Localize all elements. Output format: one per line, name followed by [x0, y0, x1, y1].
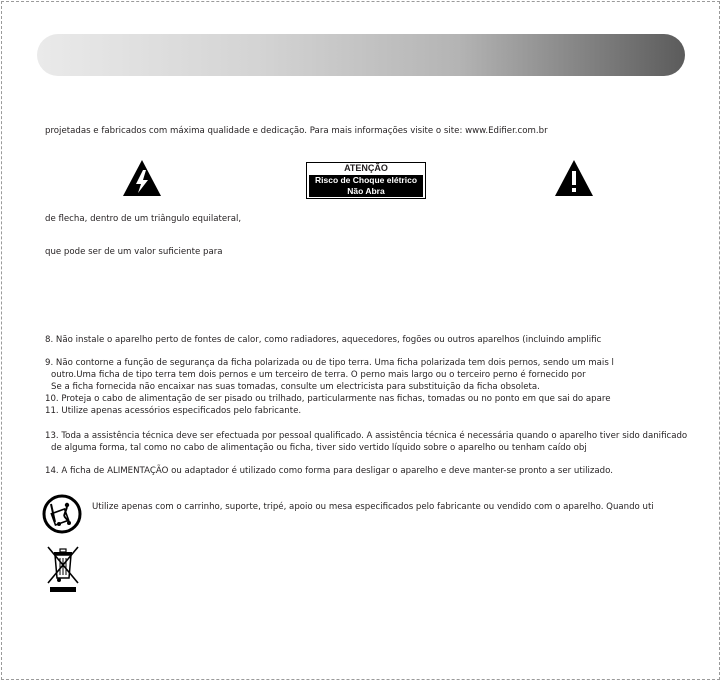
cart-warning-icon: [42, 494, 82, 534]
warning-line-2: Não Abra: [347, 185, 385, 196]
warning-body: [309, 175, 423, 197]
electric-shock-warning-icon: [122, 159, 162, 197]
instruction-14: 14. A ficha de ALIMENTAÇÃO ou adaptador é utilizado como forma para desligar o aparelho e deve manter-se pronto a ser utilizado.: [45, 466, 613, 476]
warning-title: ATENÇÃO: [344, 163, 388, 173]
instruction-8: 8. Não instale o aparelho perto de fontes de calor, como radiadores, aquecedores, fogões ou outros aparelhos (incluindo amplific: [45, 335, 602, 345]
instruction-9-line-1: 9. Não contorne a função de segurança da ficha polarizada ou de tipo terra. Uma ficha polarizada tem dois pernos, sendo um mais l: [45, 358, 614, 368]
instruction-9-line-3: Se a ficha fornecida não encaixar nas suas tomadas, consulte um electricista para substituição da ficha obsoleta.: [51, 382, 540, 392]
instruction-10: 10. Proteja o cabo de alimentação de ser pisado ou trilhado, particularmente nas fichas, tomadas ou no ponto em que sai do apare: [45, 394, 611, 404]
intro-text: projetadas e fabricados com máxima qualidade e dedicação. Para mais informações visite o site: www.Edifier.com.br: [45, 126, 548, 136]
cart-warning-text: Utilize apenas com o carrinho, suporte, tripé, apoio ou mesa especificados pelo fabricante ou vendido com o aparelho. Quando uti: [92, 502, 654, 512]
instruction-11: 11. Utilize apenas acessórios especificados pelo fabricante.: [45, 406, 302, 416]
instruction-13-line-1: 13. Toda a assistência técnica deve ser efectuada por pessoal qualificado. A assistência técnica é necessária quando o aparelho tiver sido danificado: [45, 431, 688, 441]
warning-line-1: Risco de Choque elétrico: [314, 175, 418, 185]
instruction-13-line-2: de alguma forma, tal como no cabo de alimentação ou ficha, tiver sido vertido líquido sobre o aparelho ou tenham caído obj: [51, 443, 587, 453]
arrow-description: de flecha, dentro de um triângulo equilateral,: [45, 214, 242, 224]
instruction-9-line-2: outro.Uma ficha de tipo terra tem dois pernos e um terceiro de terra. O perno mais largo ou o terceiro perno é fornecido por: [51, 370, 586, 380]
warning-label: [306, 162, 426, 199]
header-banner: [37, 34, 685, 76]
exclamation-warning-icon: [554, 159, 594, 197]
weee-crossed-bin-icon: [45, 545, 81, 595]
voltage-description: que pode ser de um valor suficiente para: [45, 247, 223, 257]
